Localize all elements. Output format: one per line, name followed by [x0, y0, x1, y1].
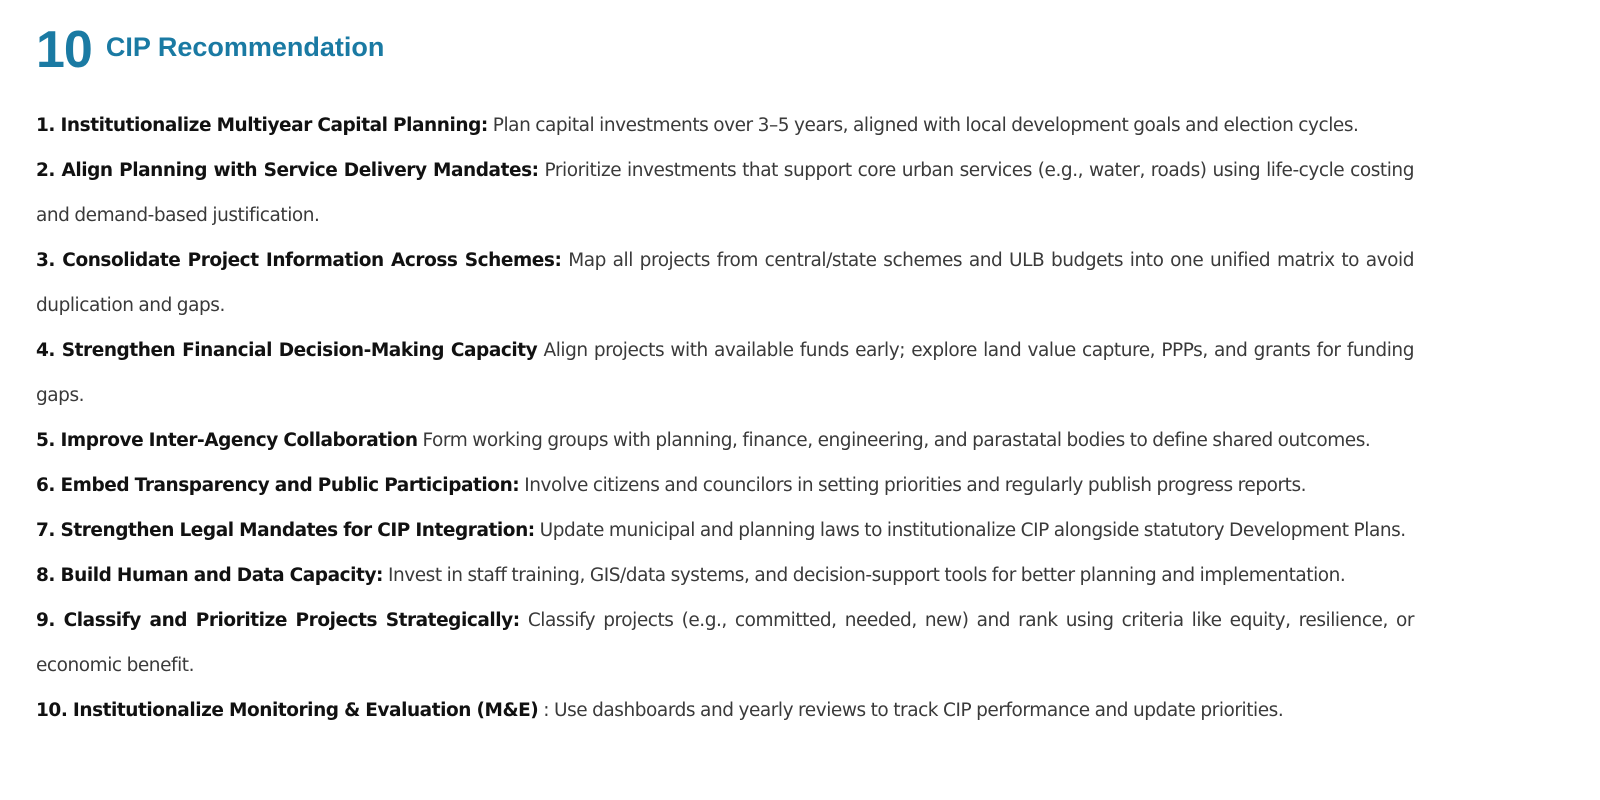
- recommendation-text: Involve citizens and councilors in setting priorities and regularly publish progress reports.: [524, 475, 1307, 496]
- recommendation-heading: 4. Strengthen Financial Decision-Making Capacity: [36, 340, 538, 361]
- recommendation-text: Map all projects from central/state schemes and ULB budgets into one unified matrix to avoid duplication and gaps.: [36, 250, 1414, 316]
- recommendation-text: : Use dashboards and yearly reviews to track CIP performance and update priorities.: [543, 700, 1284, 721]
- recommendation-text: Update municipal and planning laws to institutionalize CIP alongside statutory Development Plans.: [539, 520, 1406, 541]
- recommendation-item: [36, 688, 1414, 733]
- recommendation-heading: 8. Build Human and Data Capacity:: [36, 565, 383, 586]
- recommendation-text: Form working groups with planning, finance, engineering, and parastatal bodies to define shared outcomes.: [422, 430, 1371, 451]
- recommendation-item: [36, 238, 1414, 328]
- recommendation-text: Classify projects (e.g., committed, needed, new) and rank using criteria like equity, resilience, or economic benefit.: [36, 610, 1414, 676]
- recommendation-heading: 10. Institutionalize Monitoring & Evaluation (M&E): [36, 700, 539, 721]
- recommendation-heading: 2. Align Planning with Service Delivery Mandates:: [36, 160, 539, 181]
- section-header: [36, 20, 384, 80]
- recommendation-heading: 1. Institutionalize Multiyear Capital Planning:: [36, 115, 488, 136]
- recommendation-item: [36, 148, 1414, 238]
- recommendation-item: [36, 328, 1414, 418]
- section-number: 10: [36, 21, 92, 79]
- recommendation-heading: 7. Strengthen Legal Mandates for CIP Integration:: [36, 520, 535, 541]
- recommendation-text: Plan capital investments over 3–5 years, aligned with local development goals and election cycles.: [492, 115, 1359, 136]
- recommendation-item: [36, 103, 1414, 148]
- recommendation-text: Prioritize investments that support core urban services (e.g., water, roads) using life-cycle costing and demand-based justification.: [36, 160, 1414, 226]
- recommendation-text: Invest in staff training, GIS/data systems, and decision-support tools for better planning and implementation.: [387, 565, 1346, 586]
- recommendation-item: [36, 418, 1414, 463]
- recommendation-text: Align projects with available funds early; explore land value capture, PPPs, and grants for funding gaps.: [36, 340, 1414, 406]
- recommendation-item: [36, 508, 1414, 553]
- section-title: CIP Recommendation: [105, 31, 385, 62]
- recommendation-heading: 3. Consolidate Project Information Across Schemes:: [36, 250, 562, 271]
- recommendation-heading: 6. Embed Transparency and Public Participation:: [36, 475, 520, 496]
- recommendation-item: [36, 553, 1414, 598]
- recommendation-list: [36, 103, 1414, 733]
- recommendation-heading: 5. Improve Inter-Agency Collaboration: [36, 430, 418, 451]
- recommendation-item: [36, 463, 1414, 508]
- recommendation-heading: 9. Classify and Prioritize Projects Strategically:: [36, 610, 520, 631]
- recommendation-item: [36, 598, 1414, 688]
